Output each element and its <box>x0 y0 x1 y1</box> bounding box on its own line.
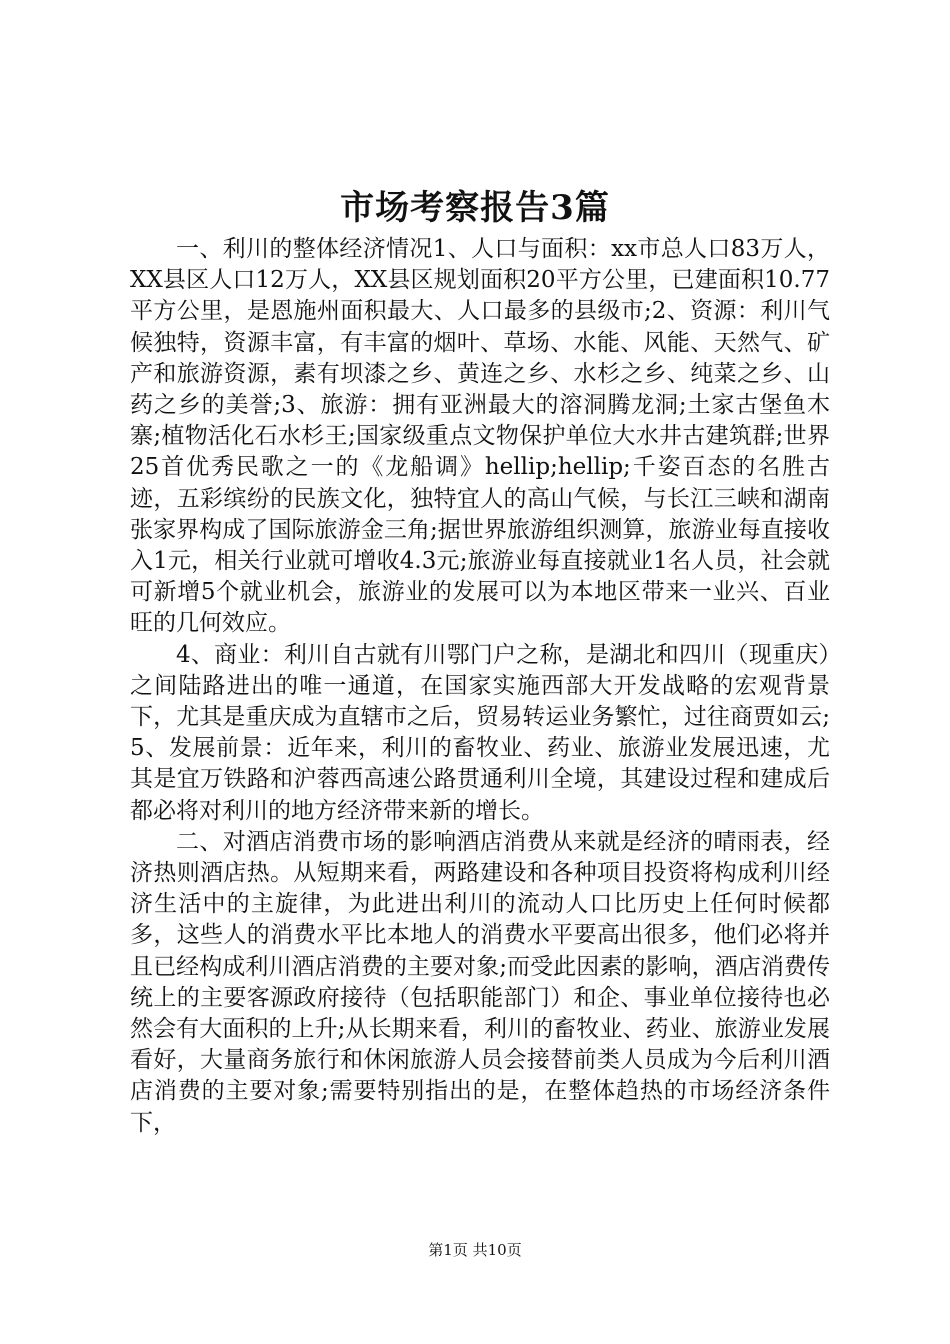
document-title: 市场考察报告3篇 <box>340 188 610 228</box>
document-body <box>130 234 830 1139</box>
paragraph-hotel-market: 二、对酒店消费市场的影响酒店消费从来就是经济的晴雨表，经济热则酒店热。从短期来看，两路建设和各种项目投资将构成利川经济生活中的主旋律，为此进出利川的流动人口比历史上任何时候都多，这些人的消费水平比本地人的消费水平要高出很多，他们必将并且已经构成利川酒店消费的主要对象;而受此因素的影响，酒店消费传统上的主要客源政府接待（包括职能部门）和企、事业单位接待也必然会有大面积的上升;从长期来看，利川的畜牧业、药业、旅游业发展看好，大量商务旅行和休闲旅游人员会接替前类人员成为今后利川酒店消费的主要对象;需要特别指出的是，在整体趋热的市场经济条件下， <box>130 828 830 1136</box>
paragraph-economy-overview: 一、利川的整体经济情况1、人口与面积：xx市总人口83万人，XX县区人口12万人，XX县区规划面积20平方公里，已建面积10.77平方公里，是恩施州面积最大、人口最多的县级市;2、资源：利川气候独特，资源丰富，有丰富的烟叶、草场、水能、风能、天然气、矿产和旅游资源，素有坝漆之乡、黄连之乡、水杉之乡、纯菜之乡、山药之乡的美誉;3、旅游：拥有亚洲最大的溶洞腾龙洞;土家古堡鱼木寨;植物活化石水杉王;国家级重点文物保护单位大水井古建筑群;世界25首优秀民歌之一的《龙船调》hellip;hellip;千姿百态的名胜古迹，五彩缤纷的民族文化，独特宜人的高山气候，与长江三峡和湖南张家界构成了国际旅游金三角;据世界旅游组织测算，旅游业每直接收入1元，相关行业就可增收4.3元;旅游业每直接就业1名人员，社会就可新增5个就业机会，旅游业的发展可以为本地区带来一业兴、百业旺的几何效应。 <box>130 236 830 637</box>
paragraph-commerce: 4、商业：利川自古就有川鄂门户之称，是湖北和四川（现重庆）之间陆路进出的唯一通道，在国家实施西部大开发战略的宏观背景下，尤其是重庆成为直辖市之后，贸易转运业务繁忙，过往商贾如云;5、发展前景：近年来，利川的畜牧业、药业、旅游业发展迅速，尤其是宜万铁路和沪蓉西高速公路贯通利川全境，其建设过程和建成后都必将对利川的地方经济带来新的增长。 <box>130 641 830 824</box>
page-footer: 第1页 共10页 <box>428 1241 522 1259</box>
